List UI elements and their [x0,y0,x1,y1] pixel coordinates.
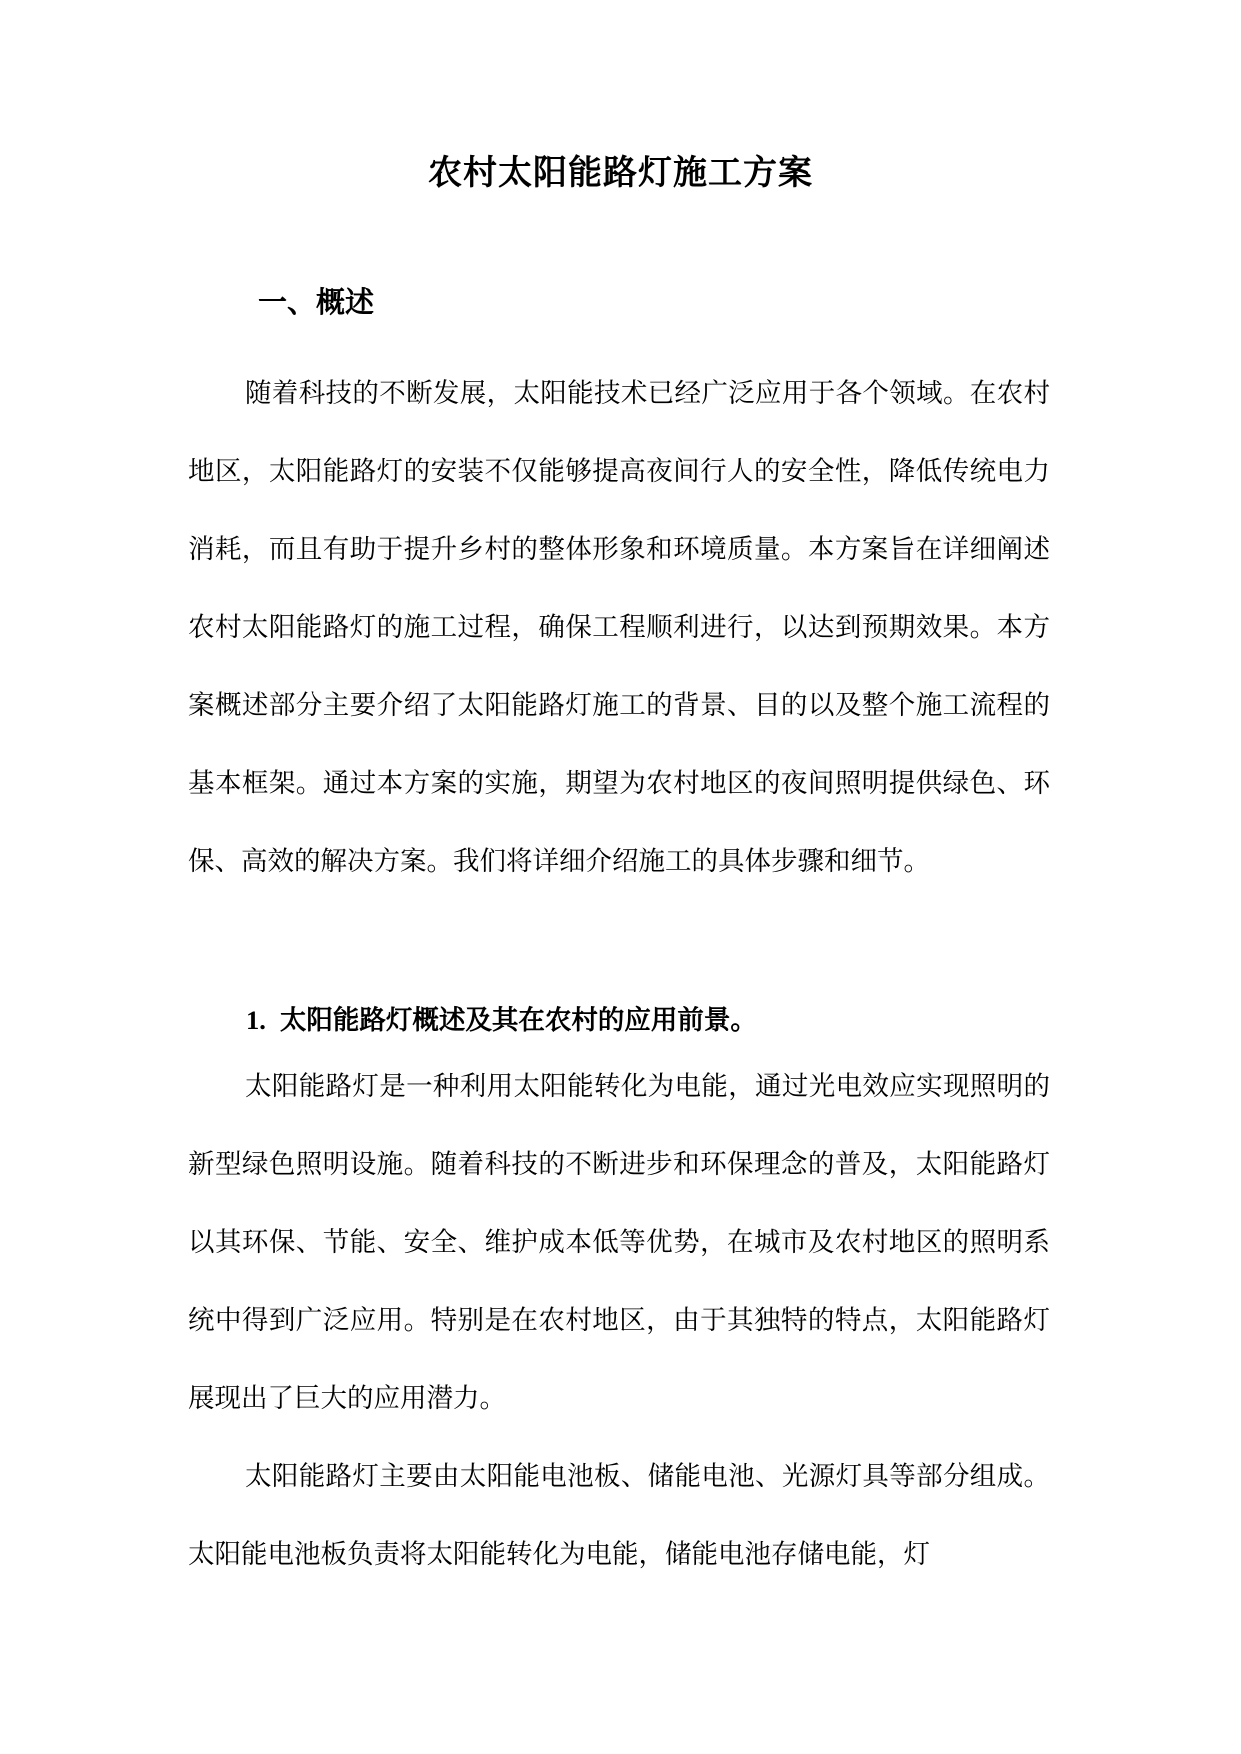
subsection-title: 太阳能路灯概述及其在农村的应用前景。 [279,1005,757,1036]
intro-paragraph: 随着科技的不断发展，太阳能技术已经广泛应用于各个领域。在农村地区，太阳能路灯的安装不仅能够提高夜间行人的安全性，降低传统电力消耗，而且有助于提升乡村的整体形象和环境质量。本方案旨在详细阐述农村太阳能路灯的施工过程，确保工程顺利进行，以达到预期效果。本方案概述部分主要介绍了太阳能路灯施工的背景、目的以及整个施工流程的基本框架。通过本方案的实施，期望为农村地区的夜间照明提供绿色、环保、高效的解决方案。我们将详细介绍施工的具体步骤和细节。 [188,378,1050,877]
document-title: 农村太阳能路灯施工方案 [428,153,813,193]
subsection-heading [246,1000,757,1041]
section-heading: 一、概述 [258,285,375,319]
subsection-number: 1. [246,1005,266,1035]
body-paragraph-2: 太阳能路灯主要由太阳能电池板、储能电池、光源灯具等部分组成。太阳能电池板负责将太阳能转化为电能，储能电池存储电能，灯 [188,1461,1050,1570]
body-paragraph-1: 太阳能路灯是一种利用太阳能转化为电能，通过光电效应实现照明的新型绿色照明设施。随着科技的不断进步和环保理念的普及，太阳能路灯以其环保、节能、安全、维护成本低等优势，在城市及农村地区的照明系统中得到广泛应用。特别是在农村地区，由于其独特的特点，太阳能路灯展现出了巨大的应用潜力。 [188,1071,1050,1414]
